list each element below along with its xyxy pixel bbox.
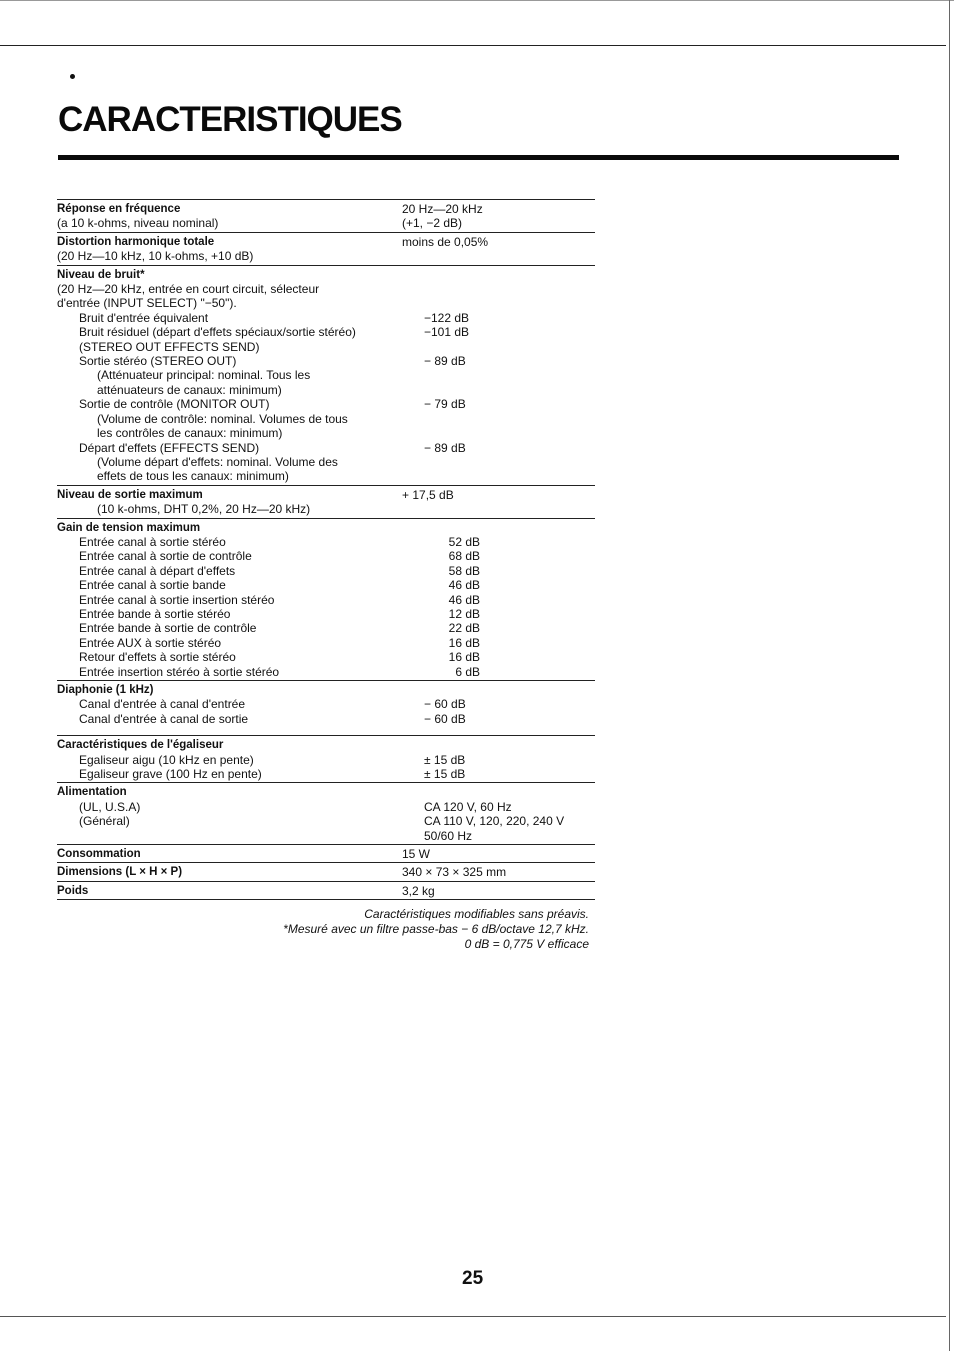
spec-label: Bruit résiduel (départ d'effets spéciaux/sortie stéréo) (79, 325, 356, 340)
spec-value: 50/60 Hz (424, 828, 473, 843)
spec-heading-value: moins de 0,05% (402, 234, 489, 249)
spec-line (57, 455, 595, 469)
spec-line (57, 712, 595, 726)
spec-label: (UL, U.S.A) (79, 799, 141, 814)
footnote-line: 0 dB = 0,775 V efficace (464, 937, 589, 951)
spec-line (57, 249, 595, 263)
section-spacer (57, 726, 595, 734)
spec-section (57, 844, 595, 862)
spec-label: (STEREO OUT EFFECTS SEND) (79, 339, 260, 354)
spec-label: Entrée canal à sortie bande (79, 578, 226, 593)
page-title: CARACTERISTIQUES (58, 100, 402, 139)
footnotes (200, 907, 589, 952)
spec-heading-row (57, 738, 595, 752)
spec-value: CA 110 V, 120, 220, 240 V (424, 814, 565, 829)
spec-label: (Général) (79, 814, 130, 829)
spec-value: 16 dB (448, 650, 480, 665)
spec-heading-row (57, 521, 595, 535)
header-rule (0, 45, 946, 46)
spec-heading-value: 3,2 kg (402, 883, 435, 898)
spec-heading-value (402, 521, 595, 535)
spec-section (57, 518, 595, 680)
spec-line (57, 412, 595, 426)
spec-label: Entrée canal à sortie de contrôle (79, 549, 252, 564)
spec-section (57, 782, 595, 844)
spec-heading-row (57, 488, 595, 502)
spec-value: 16 dB (448, 635, 480, 650)
spec-label: Bruit d'entrée équivalent (79, 310, 209, 325)
spec-table-end-rule (57, 899, 595, 900)
spec-line (57, 593, 595, 607)
spec-value: ± 15 dB (424, 752, 466, 767)
spec-heading-row (57, 865, 595, 879)
spec-table (57, 199, 595, 900)
spec-value: − 60 dB (424, 711, 466, 726)
spec-heading-row (57, 683, 595, 697)
page-number: 25 (462, 1268, 484, 1289)
spec-value: 52 dB (448, 534, 480, 549)
spec-line (57, 621, 595, 635)
spec-label: d'entrée (INPUT SELECT) "−50"). (57, 296, 237, 311)
top-edge-line (0, 0, 954, 1)
spec-heading-value (402, 785, 595, 799)
footnote-line: *Mesuré avec un filtre passe-bas − 6 dB/octave 12,7 kHz. (283, 922, 589, 936)
spec-value: (+1, −2 dB) (402, 216, 463, 231)
spec-section (57, 199, 595, 232)
spec-heading: Diaphonie (1 kHz) (57, 684, 154, 696)
right-edge-line (949, 0, 950, 1351)
title-underline (58, 155, 899, 160)
spec-label: (20 Hz—20 kHz, entrée en court circuit, sélecteur (57, 282, 320, 297)
spec-heading-value (402, 268, 595, 282)
spec-label: (Volume départ d'effets: nominal. Volume des (97, 454, 338, 469)
spec-label: Canal d'entrée à canal de sortie (79, 711, 249, 726)
spec-label (57, 829, 424, 843)
spec-line (57, 311, 595, 325)
spec-heading: Caractéristiques de l'égaliseur (57, 739, 224, 752)
spec-value: −101 dB (424, 325, 470, 340)
spec-heading-row (57, 884, 595, 898)
spec-line (57, 753, 595, 767)
spec-value: − 79 dB (424, 397, 466, 412)
spec-heading: Alimentation (57, 786, 127, 799)
spec-label: (Volume de contrôle: nominal. Volumes de tous (97, 411, 348, 426)
spec-label: (20 Hz—10 kHz, 10 k-ohms, +10 dB) (57, 249, 254, 264)
spec-label: Canal d'entrée à canal d'entrée (79, 697, 246, 712)
spec-heading: Niveau de sortie maximum (57, 488, 203, 501)
spec-heading: Gain de tension maximum (57, 521, 201, 534)
spec-line (57, 502, 595, 516)
spec-line (57, 441, 595, 455)
spec-section (57, 881, 595, 899)
spec-heading: Consommation (57, 848, 141, 861)
spec-value: 68 dB (448, 549, 480, 564)
spec-value: 46 dB (448, 592, 480, 607)
spec-section (57, 680, 595, 735)
spec-label: Entrée AUX à sortie stéréo (79, 635, 222, 650)
spec-line (57, 564, 595, 578)
spec-heading-row (57, 235, 595, 249)
spec-label: les contrôles de canaux: minimum) (97, 426, 283, 441)
spec-line (57, 325, 595, 339)
spec-label: Entrée bande à sortie stéréo (79, 606, 231, 621)
spec-heading: Distortion harmonique totale (57, 235, 215, 248)
spec-heading-row (57, 847, 595, 861)
spec-line (57, 578, 595, 592)
spec-value: 22 dB (448, 621, 480, 636)
spec-label: Egaliseur aigu (10 kHz en pente) (79, 752, 254, 767)
spec-line (57, 368, 595, 382)
spec-heading-value: + 17,5 dB (402, 487, 454, 502)
spec-section (57, 265, 595, 485)
spec-label: Sortie de contrôle (MONITOR OUT) (79, 397, 270, 412)
spec-line (57, 535, 595, 549)
spec-value: − 89 dB (424, 354, 466, 369)
spec-line (57, 607, 595, 621)
spec-line (57, 697, 595, 711)
spec-label: (10 k-ohms, DHT 0,2%, 20 Hz—20 kHz) (97, 502, 311, 517)
spec-section (57, 735, 595, 782)
spec-section (57, 232, 595, 265)
spec-heading: Poids (57, 884, 89, 897)
spec-line (57, 296, 595, 310)
spec-label: effets de tous les canaux: minimum) (97, 469, 289, 484)
spec-value: −122 dB (424, 310, 470, 325)
spec-line (57, 397, 595, 411)
spec-label: (Atténuateur principal: nominal. Tous les (97, 368, 311, 383)
spec-line (57, 469, 595, 483)
spec-value: 6 dB (455, 664, 480, 679)
spec-heading-value (402, 738, 595, 752)
spec-section (57, 862, 595, 880)
spec-heading-row (57, 202, 595, 216)
spec-line (57, 650, 595, 664)
spec-line (57, 426, 595, 440)
spec-value: − 89 dB (424, 440, 466, 455)
spec-value: − 60 dB (424, 697, 466, 712)
spec-label: Entrée canal à sortie insertion stéréo (79, 592, 275, 607)
footer-rule (0, 1316, 946, 1317)
spec-value: 46 dB (448, 578, 480, 593)
spec-section (57, 485, 595, 518)
spec-heading-value (402, 683, 595, 697)
spec-heading: Dimensions (L × H × P) (57, 866, 183, 879)
spec-line (57, 354, 595, 368)
spec-label: Retour d'effets à sortie stéréo (79, 650, 236, 665)
spec-heading-row (57, 268, 595, 282)
spec-line (57, 767, 595, 781)
spec-value: 58 dB (448, 563, 480, 578)
spec-label: Entrée canal à sortie stéréo (79, 534, 226, 549)
spec-line (57, 383, 595, 397)
spec-heading-row (57, 785, 595, 799)
spec-value: CA 120 V, 60 Hz (424, 799, 512, 814)
spec-line (57, 282, 595, 296)
spec-label: Départ d'effets (EFFECTS SEND) (79, 440, 260, 455)
spec-heading: Niveau de bruit* (57, 268, 145, 281)
spec-value: 12 dB (448, 606, 480, 621)
spec-line (57, 814, 595, 828)
spec-line (57, 665, 595, 679)
spec-label: atténuateurs de canaux: minimum) (97, 382, 282, 397)
spec-label: Sortie stéréo (STEREO OUT) (79, 354, 237, 369)
spec-line (57, 800, 595, 814)
spec-line (57, 829, 595, 843)
spec-heading-value: 340 × 73 × 325 mm (402, 865, 507, 880)
bullet-mark (70, 74, 75, 79)
spec-heading: Réponse en fréquence (57, 203, 181, 215)
spec-line (57, 636, 595, 650)
spec-line (57, 216, 595, 230)
spec-label: Entrée canal à départ d'effets (79, 563, 236, 578)
spec-line (57, 340, 595, 354)
footnote-line: Caractéristiques modifiables sans préavis. (364, 907, 589, 921)
spec-label: Entrée insertion stéréo à sortie stéréo (79, 664, 280, 679)
spec-label: Egaliseur grave (100 Hz en pente) (79, 767, 262, 782)
spec-label: (a 10 k-ohms, niveau nominal) (57, 216, 219, 231)
spec-heading-value: 15 W (402, 847, 431, 862)
spec-heading-value: 20 Hz—20 kHz (402, 202, 483, 216)
spec-label: Entrée bande à sortie de contrôle (79, 621, 257, 636)
spec-value: ± 15 dB (424, 767, 466, 782)
spec-line (57, 549, 595, 563)
